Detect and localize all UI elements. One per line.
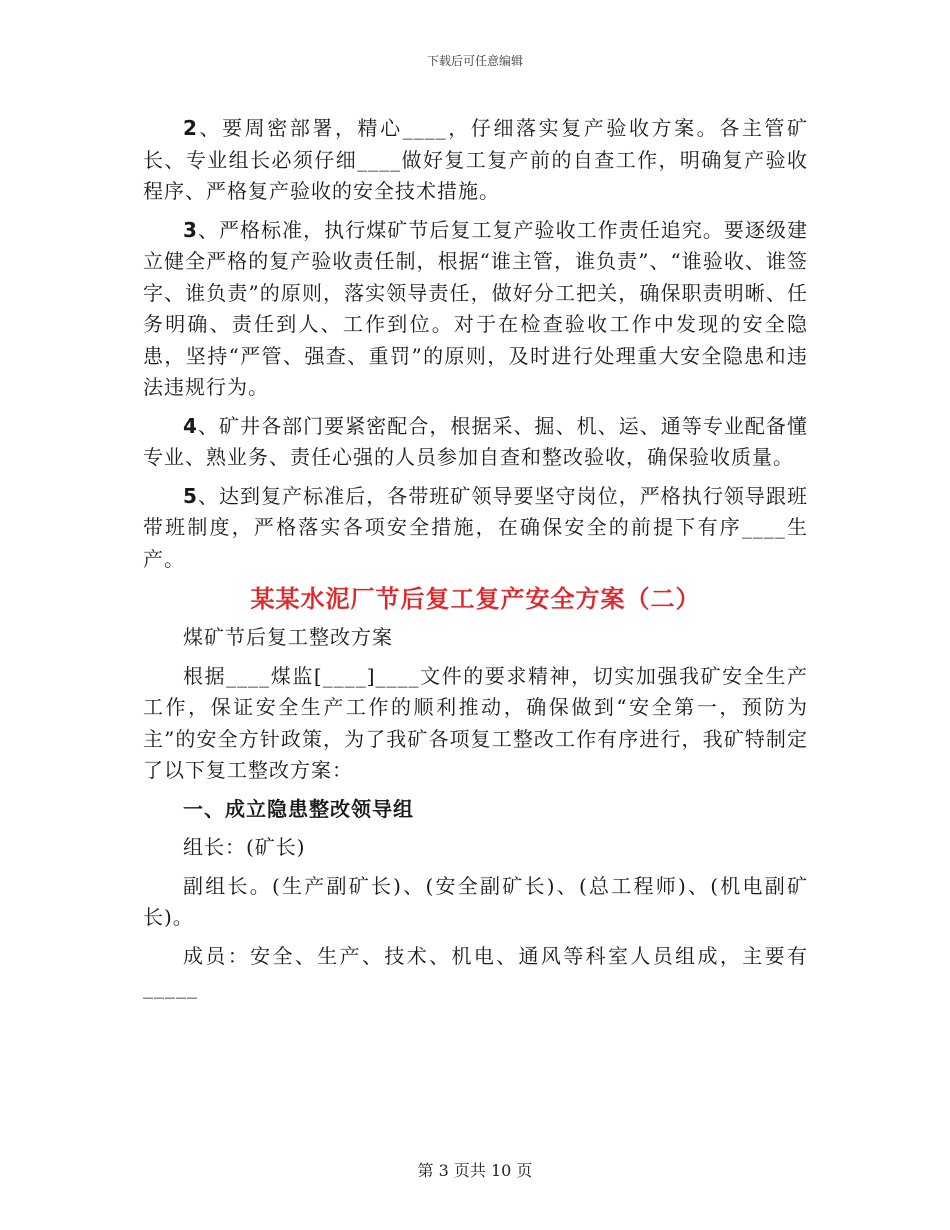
members-line: 成员：安全、生产、技术、机电、通风等科室人员组成，主要有_____ [143,943,808,999]
item-number: 4 [183,413,198,438]
paragraph-item-5 [143,481,808,576]
item-number: 5 [183,483,198,508]
paragraph-text: 、严格标准，执行煤矿节后复工复产验收工作责任追究。要逐级建立健全严格的复产验收责任制，根据“谁主管，谁负责”、“谁验收、谁签字、谁负责”的原则，落实领导责任，做好分工把关，确保职责明晰、任务明确、责任到人、工作到位。对于在检查验收工作中发现的安全隐患，坚持“严管、强查、重罚”的原则，及时进行处理重大安全隐患和违法违规行为。 [143,217,808,399]
heading-leadership-group: 一、成立隐患整改领导组 [183,796,414,821]
paragraph-item-2 [143,113,808,208]
paragraph-item-4 [143,411,808,474]
paragraph-text: 、矿井各部门要紧密配合，根据采、掘、机、运、通等专业配备懂专业、熟业务、责任心强的人员参加自查和整改验收，确保验收质量。 [143,413,808,469]
paragraph-text: 、达到复产标准后，各带班矿领导要坚守岗位，严格执行领导跟班带班制度，严格落实各项安全措施，在确保安全的前提下有序____生产。 [143,483,808,571]
intro-paragraph: 根据____煤监[____]____文件的要求精神，切实加强我矿安全生产工作，保证安全生产工作的顺利推动，确保做到“安全第一，预防为主”的安全方针政策，为了我矿各项复工整改工作有序进行，我矿特制定了以下复工整改方案： [143,663,808,782]
item-number: 2 [183,116,198,140]
deputy-leader-line: 副组长。(生产副矿长)、(安全副矿长)、(总工程师)、(机电副矿长)。 [143,873,808,929]
group-leader-line: 组长：(矿长) [183,835,306,859]
item-number: 3 [183,217,198,242]
document-body [143,113,808,1011]
paragraph-item-3 [143,215,808,404]
paragraph-text: 、要周密部署，精心____，仔细落实复产验收方案。各主管矿长、专业组长必须仔细____做好复工复产前的自查工作，明确复产验收程序、严格复产验收的安全技术措施。 [143,116,808,203]
page-header: 下载后可任意编辑 [426,54,523,68]
section-title: 某某水泥厂节后复工复产安全方案（二） [250,584,701,613]
section-subtitle: 煤矿节后复工整改方案 [183,625,393,649]
page-number: 第 3 页共 10 页 [417,1161,533,1180]
